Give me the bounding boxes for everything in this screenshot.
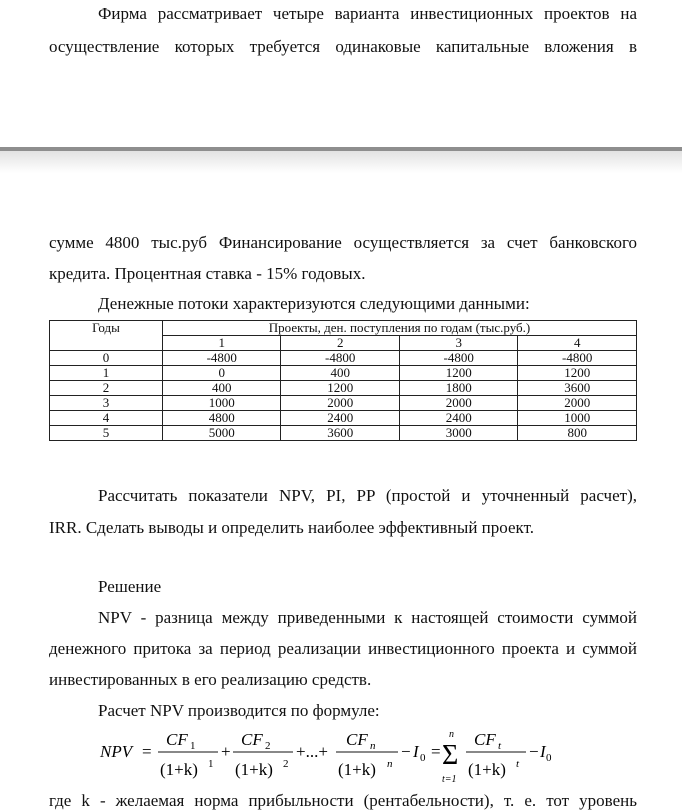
formula-cf: CF [166, 730, 188, 749]
value-cell: -4800 [399, 351, 517, 366]
value-cell: 800 [518, 426, 637, 441]
svg-text:−: − [529, 742, 539, 761]
formula-denominator: (1+k) [160, 760, 198, 779]
formula-exponent: n [387, 758, 393, 770]
cash-flow-table [49, 320, 637, 441]
years-header: Годы [50, 321, 163, 351]
svg-text:=: = [142, 742, 152, 761]
sum-lower: t=1 [442, 774, 457, 785]
value-cell: 3600 [281, 426, 399, 441]
value-cell: 3600 [518, 381, 637, 396]
solution-heading: Решение [98, 577, 162, 596]
year-cell: 2 [50, 381, 163, 396]
value-cell: 1000 [163, 396, 281, 411]
paragraph-line: где k - желаемая норма прибыльности (рентабельности), т. е. тот уровень [49, 791, 637, 810]
table-row [50, 426, 637, 441]
value-cell: 400 [281, 366, 399, 381]
sum-upper: n [449, 729, 454, 740]
table-row [50, 411, 637, 426]
year-cell: 3 [50, 396, 163, 411]
formula-subscript: 2 [265, 740, 271, 752]
sum-sign: Σ [442, 740, 459, 771]
paragraph-line: Расчет NPV производится по формуле: [98, 701, 380, 720]
formula-subscript: t [498, 740, 502, 752]
value-cell: 2000 [281, 396, 399, 411]
table-row [50, 351, 637, 366]
value-cell: 1200 [399, 366, 517, 381]
value-cell: 4800 [163, 411, 281, 426]
value-cell: 2000 [399, 396, 517, 411]
table-row [50, 396, 637, 411]
year-cell: 4 [50, 411, 163, 426]
svg-text:+: + [221, 742, 231, 761]
formula-i0: I [540, 742, 546, 761]
paragraph-line: кредита. Процентная ставка - 15% годовых. [49, 264, 366, 283]
formula-exponent: t [516, 758, 520, 770]
year-cell: 5 [50, 426, 163, 441]
formula-exponent: 1 [208, 758, 214, 770]
svg-text:0: 0 [546, 752, 552, 764]
value-cell: 1800 [399, 381, 517, 396]
page-break-separator [0, 147, 682, 173]
paragraph-line: NPV - разница между приведенными к настоящей стоимости суммой [98, 608, 637, 627]
year-cell: 1 [50, 366, 163, 381]
value-cell: 1000 [518, 411, 637, 426]
value-cell: -4800 [518, 351, 637, 366]
value-cell: 5000 [163, 426, 281, 441]
formula-exponent: 2 [283, 758, 289, 770]
year-cell: 0 [50, 351, 163, 366]
project-number: 2 [281, 336, 399, 351]
paragraph-line: Рассчитать показатели NPV, PI, PP (простой и уточненный расчет), [98, 486, 637, 505]
table-row [50, 366, 637, 381]
formula-cf: CF [346, 730, 368, 749]
svg-text:−: − [401, 742, 411, 761]
value-cell: 2400 [281, 411, 399, 426]
value-cell: 1200 [518, 366, 637, 381]
formula-i0: I [413, 742, 419, 761]
formula-subscript: n [370, 740, 376, 752]
value-cell: 0 [163, 366, 281, 381]
paragraph-line: денежного притока за период реализации инвестиционного проекта и суммой [49, 639, 637, 658]
svg-text:0: 0 [420, 752, 426, 764]
formula-denominator: (1+k) [338, 760, 376, 779]
svg-text:=: = [431, 742, 441, 761]
paragraph-line: IRR. Сделать выводы и определить наиболее эффективный проект. [49, 518, 534, 537]
value-cell: 2000 [518, 396, 637, 411]
npv-formula [100, 727, 550, 785]
paragraph-line: Фирма рассматривает четыре варианта инвестиционных проектов на [98, 4, 637, 23]
value-cell: 2400 [399, 411, 517, 426]
value-cell: 1200 [281, 381, 399, 396]
value-cell: 400 [163, 381, 281, 396]
projects-header: Проекты, ден. поступления по годам (тыс.руб.) [163, 321, 637, 336]
formula-dots: +...+ [296, 742, 328, 761]
project-number: 1 [163, 336, 281, 351]
formula-cf: CF [241, 730, 263, 749]
project-number: 3 [399, 336, 517, 351]
paragraph-line: Денежные потоки характеризуются следующими данными: [98, 294, 530, 313]
formula-lhs: NPV [100, 742, 133, 761]
paragraph-line: осуществление которых требуется одинаковые капитальные вложения в [49, 37, 637, 56]
formula-denominator: (1+k) [235, 760, 273, 779]
value-cell: 3000 [399, 426, 517, 441]
formula-subscript: 1 [190, 740, 196, 752]
project-number: 4 [518, 336, 637, 351]
paragraph-line: сумме 4800 тыс.руб Финансирование осуществляется за счет банковского [49, 233, 637, 252]
formula-cf: CF [474, 730, 496, 749]
formula-denominator: (1+k) [468, 760, 506, 779]
table-header-row [50, 321, 637, 336]
value-cell: -4800 [163, 351, 281, 366]
paragraph-line: инвестированных в его реализацию средств. [49, 670, 372, 689]
table-row [50, 381, 637, 396]
value-cell: -4800 [281, 351, 399, 366]
